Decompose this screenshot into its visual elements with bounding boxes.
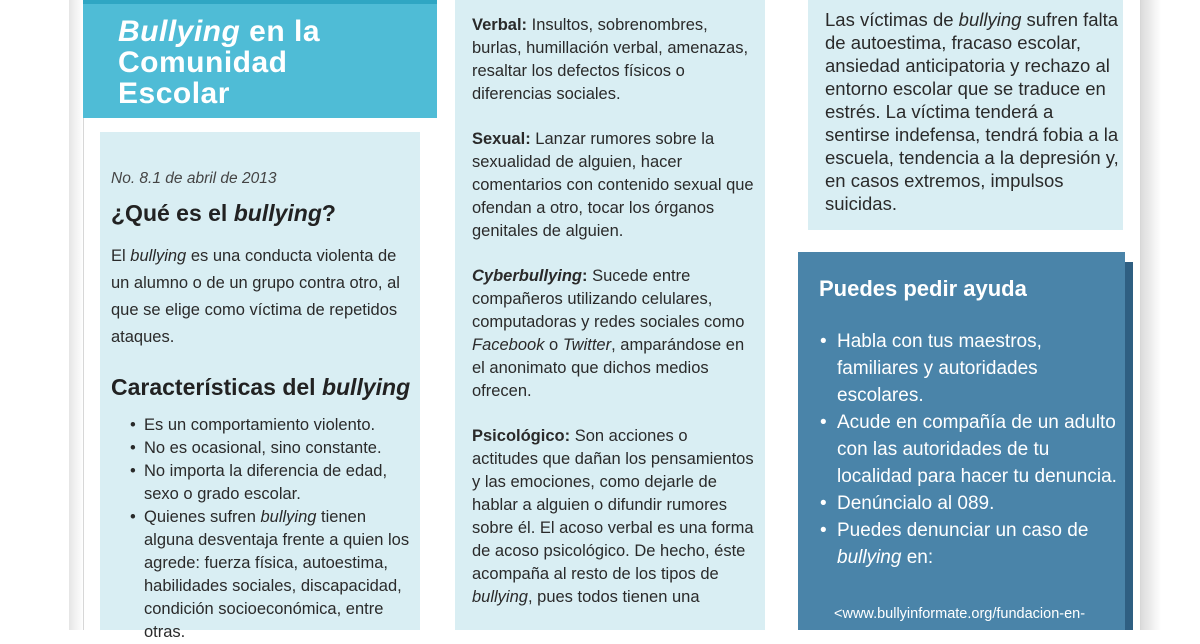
definition-paragraph: El bullying es una conducta violenta de un alumno o de un grupo contra otro, al que se elige como víctima de repetidos ataques. bbox=[111, 247, 400, 346]
list-item: • No es ocasional, sino constante. bbox=[130, 437, 420, 460]
help-list bbox=[820, 328, 1118, 571]
list-item: • Habla con tus maestros, familiares y autoridades escolares. bbox=[820, 328, 1118, 409]
left-edge-shadow bbox=[69, 0, 83, 630]
victims-paragraph: Las víctimas de bullying sufren falta de autoestima, fracaso escolar, ansiedad anticipatoria y rechazo al entorno escolar que se traduce en estrés. La víctima tenderá a sentirse indefensa, tendrá fobia a la escuela, tendencia a la depresión y, en casos extremos, impulsos suicidas. bbox=[825, 9, 1119, 214]
list-item: • Denúncialo al 089. bbox=[820, 490, 1118, 517]
verbal-paragraph: Verbal: Insultos, sobrenombres, burlas, humillación verbal, amenazas, resaltar los defectos físicos o diferencias sociales. bbox=[472, 16, 749, 103]
list-item: • No importa la diferencia de edad, sexo o grado escolar. bbox=[130, 460, 420, 506]
list-item: • Puedes denunciar un caso de bullying en: bbox=[820, 517, 1118, 571]
issue-date: No. 8.1 de abril de 2013 bbox=[111, 170, 277, 187]
list-item: • Acude en compañía de un adulto con las autoridades de tu localidad para hacer tu denuncia. bbox=[820, 409, 1118, 490]
right-edge-shadow bbox=[1141, 0, 1161, 630]
list-item: • Es un comportamiento violento. bbox=[130, 414, 420, 437]
what-is-heading: ¿Qué es el bullying? bbox=[111, 200, 336, 226]
help-url-link[interactable]: <www.bullyinformate.org/fundacion-en- bbox=[834, 606, 1086, 622]
characteristics-list bbox=[130, 414, 420, 644]
list-item: • Quienes sufren bullying tienen alguna desventaja frente a quien los agrede: fuerza física, autoestima, habilidades sociales, discapacidad, condición socioeconómica, entre otras. bbox=[130, 506, 420, 644]
characteristics-heading: Características del bullying bbox=[111, 374, 411, 400]
cyberbullying-paragraph: Cyberbullying: Sucede entre compañeros utilizando celulares, computadoras y redes sociales como Facebook o Twitter, amparándose en el anonimato que dichos medios ofrecen. bbox=[472, 267, 745, 400]
sexual-paragraph: Sexual: Lanzar rumores sobre la sexualidad de alguien, hacer comentarios con contenido sexual que ofendan a otro, tocar los órganos genitales de alguien. bbox=[472, 130, 754, 240]
psychological-paragraph: Psicológico: Son acciones o actitudes que dañan los pensamientos y las emociones, como dejarle de hablar a alguien o difundir rumores sobre él. El acoso verbal es una forma de acoso psicológico. De hecho, éste acompaña al resto de los tipos de bullying, pues todos tienen una bbox=[472, 427, 754, 606]
help-heading: Puedes pedir ayuda bbox=[819, 276, 1027, 301]
page-title: Bullying en la Comunidad Escolar bbox=[118, 15, 321, 110]
